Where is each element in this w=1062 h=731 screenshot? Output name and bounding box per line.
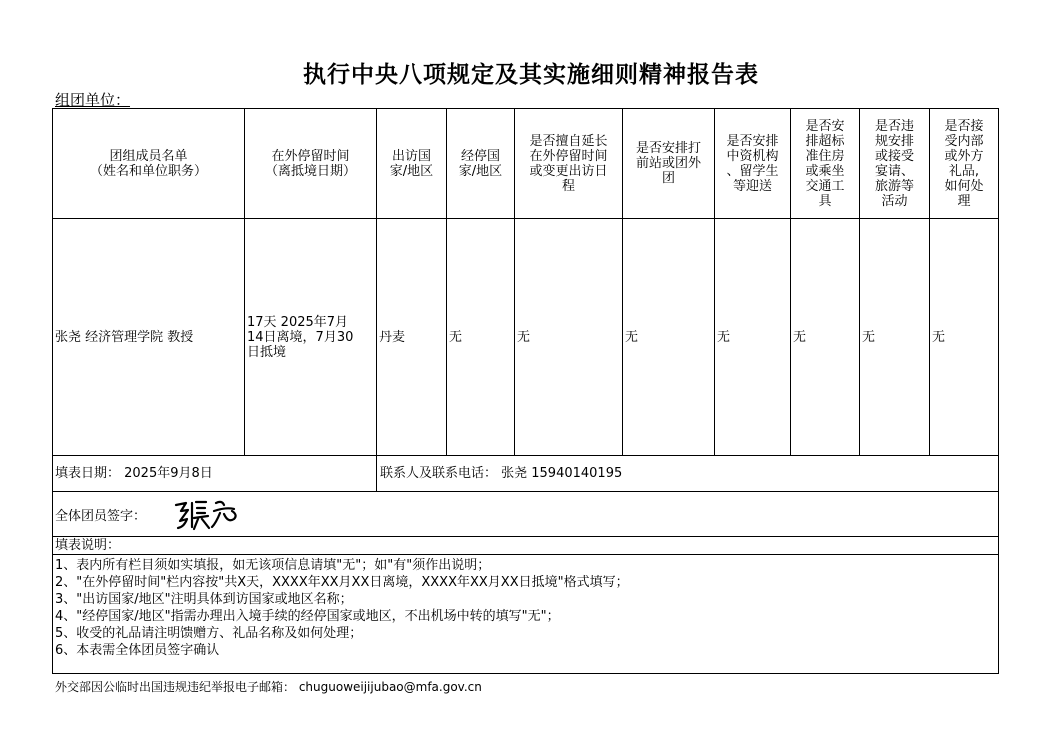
header-visit-country: 出访国 家/地区 — [389, 148, 434, 179]
header-members: 团组成员名单 （姓名和单位职务） — [89, 148, 207, 179]
note-item: 6、本表需全体团员签字确认 — [55, 643, 220, 658]
signature-image — [172, 497, 242, 537]
header-advance: 是否安排打 前站或团外 团 — [635, 141, 701, 186]
notes-title: 填表说明： — [55, 538, 121, 553]
header-reception: 是否安排 中资机构 、留学生 等迎送 — [726, 133, 779, 194]
header-extend: 是否擅自延长 在外停留时间 或变更出访日 程 — [529, 133, 608, 194]
note-item: 4、"经停国家/地区"指需办理出入境手续的经停国家或地区，不出机场中转的填写"无"； — [55, 609, 560, 624]
cell-advance: 无 — [625, 329, 639, 345]
unit-label: 组团单位： — [55, 91, 131, 109]
cell-lodging: 无 — [793, 329, 807, 345]
cell-stay: 17天 2025年7月 14日离境，7月30 日抵境 — [247, 314, 354, 360]
header-lodging: 是否安 排超标 准住房 或乘坐 交通工 具 — [805, 118, 845, 209]
header-transit-country: 经停国 家/地区 — [458, 148, 503, 179]
header-banquet: 是否违 规安排 或接受 宴请、 旅游等 活动 — [874, 118, 914, 209]
cell-transit-country: 无 — [449, 329, 463, 345]
report-email-footer: 外交部因公临时出国违规违纪举报电子邮箱： chuguoweijijubao@mfa.gov.cn — [55, 680, 482, 694]
note-item: 3、"出访国家/地区"注明具体到访国家或地区名称； — [55, 592, 353, 607]
notes-list — [55, 557, 629, 659]
divider — [52, 554, 999, 555]
header-gifts: 是否接 受内部 或外方 礼品, 如何处 理 — [944, 118, 984, 209]
note-item: 1、表内所有栏目须如实填报，如无该项信息请填"无"；如"有"须作出说明； — [55, 558, 491, 573]
header-stay: 在外停留时间 （离抵境日期） — [264, 148, 356, 179]
signature-label: 全体团员签字： — [55, 509, 147, 524]
contact-info: 联系人及联系电话： 张尧 15940140195 — [380, 466, 623, 481]
cell-gifts: 无 — [932, 329, 946, 345]
cell-members: 张尧 经济管理学院 教授 — [55, 329, 194, 345]
divider — [52, 491, 999, 492]
note-item: 2、"在外停留时间"栏内容按"共X天，XXXX年XX月XX日离境，XXXX年XX月XX日抵境"格式填写； — [55, 575, 629, 590]
cell-extend: 无 — [517, 329, 531, 345]
cell-banquet: 无 — [862, 329, 876, 345]
cell-visit-country: 丹麦 — [379, 329, 406, 345]
page-title: 执行中央八项规定及其实施细则精神报告表 — [303, 62, 759, 88]
cell-reception: 无 — [717, 329, 731, 345]
fill-date: 填表日期： 2025年9月8日 — [55, 466, 213, 481]
note-item: 5、收受的礼品请注明馈赠方、礼品名称及如何处理； — [55, 626, 363, 641]
